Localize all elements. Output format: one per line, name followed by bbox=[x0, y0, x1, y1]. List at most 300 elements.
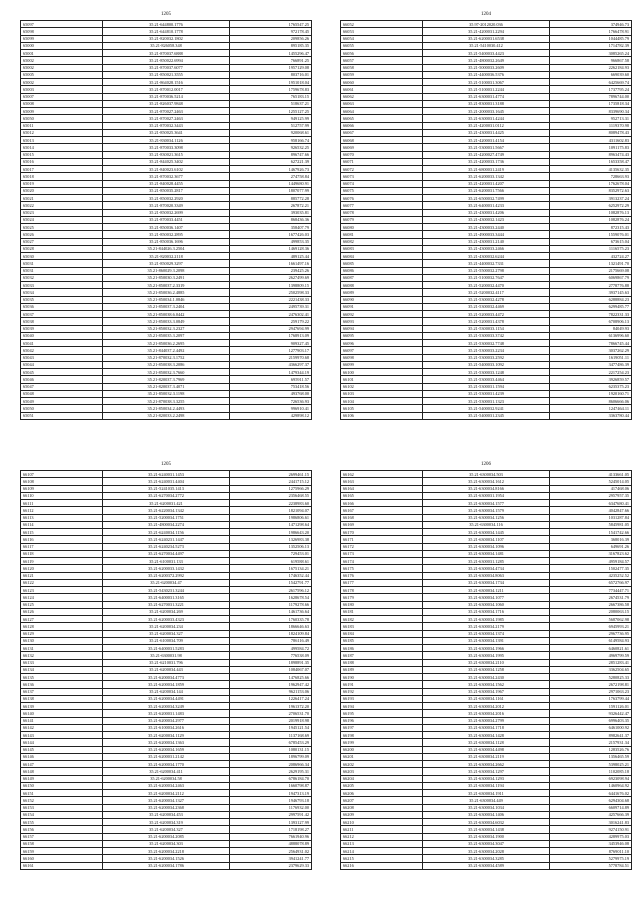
row-id: 66170 bbox=[341, 529, 423, 536]
row-amount: 1945121.54 bbox=[229, 724, 311, 731]
table-row bbox=[21, 187, 312, 194]
table-row bbox=[21, 775, 312, 782]
row-code: 35.21-870037.6888 bbox=[103, 50, 230, 57]
row-amount: 753418.56 bbox=[229, 383, 311, 390]
row-id: 66109 bbox=[21, 485, 103, 492]
table-row bbox=[21, 710, 312, 717]
row-code: 35.21-850030.3.2491 bbox=[103, 274, 230, 281]
row-id: 65027 bbox=[21, 238, 103, 245]
row-amount: 803716.01 bbox=[229, 71, 311, 78]
table-row bbox=[341, 398, 632, 405]
table-row bbox=[21, 115, 312, 122]
row-amount: 1116575.23 bbox=[549, 245, 631, 252]
row-amount: 2699461.15 bbox=[229, 471, 311, 478]
table-row bbox=[341, 57, 632, 64]
row-id: 66192 bbox=[341, 688, 423, 695]
row-amount: 274758.84 bbox=[229, 173, 311, 180]
row-amount: 1591126.01 bbox=[549, 703, 631, 710]
row-amount: 1821094.07 bbox=[229, 507, 311, 514]
row-amount: 1661497.16 bbox=[229, 260, 311, 267]
row-id: 66211 bbox=[341, 826, 423, 833]
row-code: 35.21-6300034.1579 bbox=[423, 507, 550, 514]
row-code: 35.21-6200034.327 bbox=[103, 826, 230, 833]
row-code: 35.21-6300034.4734 bbox=[423, 565, 550, 572]
row-code: 35.21-2000033.1645 bbox=[423, 108, 550, 115]
row-amount: 619588.61 bbox=[229, 558, 311, 565]
row-code: 35.21-5241035.1413 bbox=[103, 485, 230, 492]
row-id: 66188 bbox=[341, 659, 423, 666]
row-code: 35.21-6200034.1786 bbox=[103, 862, 230, 869]
row-code: 35.21-6300034.1060 bbox=[423, 601, 550, 608]
row-amount: 3016241.83 bbox=[549, 819, 631, 826]
row-code: 35.21-4200033.1736 bbox=[423, 158, 550, 165]
row-code: 35.21-6100034.2616 bbox=[103, 724, 230, 731]
table-row bbox=[341, 166, 632, 173]
row-code: 35.21-6300034.1107 bbox=[423, 536, 550, 543]
row-id: 66148 bbox=[21, 768, 103, 775]
row-id: 65003 bbox=[21, 86, 103, 93]
table-row bbox=[21, 594, 312, 601]
table-row bbox=[341, 267, 632, 274]
row-amount: 996910.41 bbox=[229, 405, 311, 412]
row-amount: 673615.04 bbox=[549, 238, 631, 245]
table-row bbox=[21, 303, 312, 310]
table-row bbox=[341, 289, 632, 296]
row-amount: 1765547.25 bbox=[229, 21, 311, 28]
row-id: 65014 bbox=[21, 144, 103, 151]
row-code: 35.21-4400036.5376 bbox=[423, 71, 550, 78]
table-row bbox=[21, 558, 312, 565]
table-row bbox=[21, 354, 312, 361]
row-amount: 499853.35 bbox=[229, 238, 311, 245]
row-amount: 6460821.61 bbox=[549, 645, 631, 652]
row-code: 35.21-850022.6994 bbox=[103, 57, 230, 64]
row-code: 35.21-6200033.1432 bbox=[103, 565, 230, 572]
row-code: 35.21-844026.3.2504 bbox=[103, 245, 230, 252]
table-row bbox=[21, 623, 312, 630]
row-code: 35.21-6300034.1194 bbox=[423, 782, 550, 789]
row-amount: 3037262.29 bbox=[549, 347, 631, 354]
row-id: 66118 bbox=[21, 550, 103, 557]
row-id: 66124 bbox=[21, 594, 103, 601]
row-id: 66169 bbox=[341, 521, 423, 528]
row-code: 35.21-870032.3.1752 bbox=[103, 354, 230, 361]
row-amount: 649691.26 bbox=[549, 543, 631, 550]
row-code: 35.21-6300034.1096 bbox=[423, 543, 550, 550]
row-amount: 920068.61 bbox=[229, 129, 311, 136]
row-id: 66144 bbox=[21, 739, 103, 746]
row-id: 66175 bbox=[341, 565, 423, 572]
row-amount: 6785453.29 bbox=[229, 739, 311, 746]
row-id: 66164 bbox=[341, 485, 423, 492]
row-amount: 6996403.35 bbox=[549, 717, 631, 724]
row-amount: 2957957.35 bbox=[549, 492, 631, 499]
row-id: 66194 bbox=[341, 703, 423, 710]
row-id: 66153 bbox=[21, 804, 103, 811]
row-amount: 2627499.69 bbox=[229, 274, 311, 281]
table-row bbox=[341, 180, 632, 187]
table-row bbox=[341, 216, 632, 223]
row-id: 66082 bbox=[341, 238, 423, 245]
row-amount: 669039.60 bbox=[549, 71, 631, 78]
table-row bbox=[341, 390, 632, 397]
table-row bbox=[341, 710, 632, 717]
table-row bbox=[21, 245, 312, 252]
row-amount: 1986643.20 bbox=[229, 529, 311, 536]
table-row bbox=[341, 521, 632, 528]
row-amount: 9326442.47 bbox=[549, 710, 631, 717]
row-code: 35.21-6200034.1129 bbox=[103, 732, 230, 739]
row-id: 66114 bbox=[21, 521, 103, 528]
row-id: 65050 bbox=[21, 405, 103, 412]
row-code: 35.21-6300034.2110 bbox=[423, 659, 550, 666]
row-amount: 2356468.55 bbox=[229, 492, 311, 499]
row-amount: 4366297.37 bbox=[229, 361, 311, 368]
row-id: 66064 bbox=[341, 108, 423, 115]
table-row bbox=[341, 137, 632, 144]
table-row bbox=[341, 572, 632, 579]
row-amount: 765183.15 bbox=[229, 93, 311, 100]
row-amount: 1951018.04 bbox=[229, 79, 311, 86]
row-id: 66167 bbox=[341, 507, 423, 514]
row-id: 66203 bbox=[341, 768, 423, 775]
table-row bbox=[21, 492, 312, 499]
row-id: 66117 bbox=[21, 543, 103, 550]
row-id: 65022 bbox=[21, 202, 103, 209]
row-id: 66178 bbox=[341, 587, 423, 594]
row-id: 66171 bbox=[341, 536, 423, 543]
row-amount: 5245014.05 bbox=[549, 478, 631, 485]
table-row bbox=[21, 724, 312, 731]
row-code: 35.21-850032.3.2327 bbox=[103, 325, 230, 332]
table-row bbox=[21, 681, 312, 688]
table-row bbox=[341, 471, 632, 478]
row-code: 35.21-5400033.1092 bbox=[423, 361, 550, 368]
row-id: 66173 bbox=[341, 550, 423, 557]
row-amount: 1283526.76 bbox=[549, 746, 631, 753]
table-row bbox=[21, 166, 312, 173]
table-row bbox=[341, 630, 632, 637]
row-id: 65035 bbox=[21, 296, 103, 303]
row-id: 66115 bbox=[21, 529, 103, 536]
row-amount: 868436.36 bbox=[229, 216, 311, 223]
row-amount: 6252972.29 bbox=[549, 202, 631, 209]
row-id: 66197 bbox=[341, 724, 423, 731]
row-amount: 1760335.78 bbox=[229, 616, 311, 623]
table-row bbox=[21, 42, 312, 49]
row-id: 66057 bbox=[341, 57, 423, 64]
row-amount: 6425669.74 bbox=[549, 79, 631, 86]
row-amount: 885772.28 bbox=[229, 195, 311, 202]
table-row bbox=[341, 775, 632, 782]
table-row bbox=[21, 797, 312, 804]
row-code: 35.21-826037.9848 bbox=[103, 100, 230, 107]
row-id: 66072 bbox=[341, 166, 423, 173]
row-amount: 432724.27 bbox=[549, 253, 631, 260]
table-row bbox=[341, 173, 632, 180]
row-amount: 1044485.79 bbox=[549, 35, 631, 42]
table-row bbox=[21, 674, 312, 681]
row-id: 65051 bbox=[21, 412, 103, 419]
row-code: 35.21-6300034.1374 bbox=[423, 630, 550, 637]
table-row bbox=[21, 158, 312, 165]
row-code: 35.21-6300034.503 bbox=[423, 471, 550, 478]
table-row bbox=[341, 695, 632, 702]
row-code: 35.21-8300031.3188 bbox=[423, 100, 550, 107]
row-amount: 6149584.93 bbox=[549, 637, 631, 644]
row-amount: 1898891.35 bbox=[229, 659, 311, 666]
row-id: 66137 bbox=[21, 688, 103, 695]
row-amount: 5279975.19 bbox=[549, 855, 631, 862]
table-row bbox=[341, 369, 632, 376]
row-code: 35.21-6200034.303 bbox=[103, 840, 230, 847]
row-amount: 8089478.43 bbox=[549, 129, 631, 136]
row-id: 66196 bbox=[341, 717, 423, 724]
table-row bbox=[21, 21, 312, 28]
row-id: 65021 bbox=[21, 195, 103, 202]
row-code: 35.21-6300034.1562 bbox=[423, 681, 550, 688]
row-amount: 84049.93 bbox=[549, 325, 631, 332]
table-row bbox=[21, 637, 312, 644]
row-id: 66149 bbox=[21, 775, 103, 782]
table-row bbox=[21, 216, 312, 223]
row-id: 66092 bbox=[341, 311, 423, 318]
row-amount: 8352972.63 bbox=[549, 187, 631, 194]
row-id: 66105 bbox=[341, 405, 423, 412]
row-amount: 1541742.66 bbox=[549, 529, 631, 536]
row-id: 66098 bbox=[341, 354, 423, 361]
row-code: 35.21-850032.2699 bbox=[103, 209, 230, 216]
table-row bbox=[21, 369, 312, 376]
table-row bbox=[341, 86, 632, 93]
row-id: 66058 bbox=[341, 64, 423, 71]
row-code: 35.21-4200031.0112 bbox=[423, 122, 550, 129]
row-id: 65017 bbox=[21, 166, 103, 173]
row-amount: 1226417.24 bbox=[229, 695, 311, 702]
row-code: 35.21-644810.1778 bbox=[103, 28, 230, 35]
row-id: 66087 bbox=[341, 274, 423, 281]
row-amount: 1714782.39 bbox=[549, 42, 631, 49]
row-id: 66209 bbox=[341, 811, 423, 818]
row-id: 66213 bbox=[341, 840, 423, 847]
table-row bbox=[341, 187, 632, 194]
row-id: 65038 bbox=[21, 318, 103, 325]
table-row bbox=[341, 674, 632, 681]
table-row bbox=[21, 383, 312, 390]
table-row bbox=[21, 485, 312, 492]
row-id: 66147 bbox=[21, 761, 103, 768]
row-id: 66138 bbox=[21, 695, 103, 702]
row-code: 35.21-6200034.1526 bbox=[103, 855, 230, 862]
row-id: 65020 bbox=[21, 187, 103, 194]
row-amount: 1807077.99 bbox=[229, 187, 311, 194]
row-amount: 6461000.92 bbox=[549, 724, 631, 731]
table-row bbox=[21, 739, 312, 746]
table-row bbox=[21, 390, 312, 397]
row-id: 65012 bbox=[21, 129, 103, 136]
row-amount: 393035.81 bbox=[229, 209, 311, 216]
row-code: 35.21-6200034.1770 bbox=[103, 761, 230, 768]
table-row bbox=[21, 543, 312, 550]
table-row bbox=[341, 202, 632, 209]
row-amount: 259179.22 bbox=[229, 318, 311, 325]
row-amount: 8963474.43 bbox=[549, 151, 631, 158]
table-row bbox=[21, 376, 312, 383]
row-code: 35.21-6300034.449 bbox=[423, 797, 550, 804]
row-amount: 1762678.04 bbox=[549, 180, 631, 187]
row-code: 35.21-6200034.411 bbox=[103, 768, 230, 775]
row-amount: 2997591.42 bbox=[229, 811, 311, 818]
row-code: 35.21-6200034.269 bbox=[103, 608, 230, 615]
row-code: 35.21-4300031.2140 bbox=[423, 238, 550, 245]
row-code: 35.21-6210031.796 bbox=[103, 659, 230, 666]
row-id: 66205 bbox=[341, 782, 423, 789]
table-row bbox=[21, 688, 312, 695]
row-id: 66084 bbox=[341, 253, 423, 260]
row-id: 66076 bbox=[341, 195, 423, 202]
row-amount: 368016.39 bbox=[549, 536, 631, 543]
row-amount: 1962947.42 bbox=[229, 681, 311, 688]
table-row bbox=[21, 100, 312, 107]
row-amount: 6945993.21 bbox=[549, 623, 631, 630]
row-code: 35.21-4200031.4154 bbox=[423, 137, 550, 144]
table-row bbox=[21, 572, 312, 579]
row-amount: 3477486.39 bbox=[549, 361, 631, 368]
row-amount: 726536.93 bbox=[229, 398, 311, 405]
table-row bbox=[21, 93, 312, 100]
row-amount: 1080131.15 bbox=[229, 746, 311, 753]
row-amount: 5687062.98 bbox=[549, 616, 631, 623]
row-id: 65040 bbox=[21, 332, 103, 339]
row-id: 65039 bbox=[21, 325, 103, 332]
row-amount: 1356465.59 bbox=[549, 753, 631, 760]
row-code: 35.21-6300034.1734 bbox=[423, 579, 550, 586]
row-code: 35.21-830021.3615 bbox=[103, 151, 230, 158]
row-amount: 1675134.21 bbox=[229, 565, 311, 572]
row-amount: 3913237.24 bbox=[549, 195, 631, 202]
row-code: 35.21-850025.3641 bbox=[103, 129, 230, 136]
table-row bbox=[21, 587, 312, 594]
row-id: 65037 bbox=[21, 311, 103, 318]
row-amount: 2971063.23 bbox=[549, 688, 631, 695]
row-id: 66067 bbox=[341, 129, 423, 136]
row-amount: 5280825.33 bbox=[549, 674, 631, 681]
table-row bbox=[341, 804, 632, 811]
row-id: 66142 bbox=[21, 724, 103, 731]
row-code: 35.21-820032.1802 bbox=[103, 35, 230, 42]
row-code: 35.21-870032.3677 bbox=[103, 173, 230, 180]
row-amount: 3363780.44 bbox=[549, 412, 631, 419]
table-row bbox=[341, 550, 632, 557]
row-amount: 2674531.79 bbox=[549, 594, 631, 601]
row-code: 35.21-870020.3349 bbox=[103, 202, 230, 209]
row-amount: 1986806.61 bbox=[229, 514, 311, 521]
row-amount: 2947694.99 bbox=[229, 325, 311, 332]
row-amount: 1946793.18 bbox=[229, 797, 311, 804]
table-row bbox=[341, 144, 632, 151]
row-amount: 1393127.99 bbox=[229, 819, 311, 826]
row-id: 66129 bbox=[21, 630, 103, 637]
table-row bbox=[21, 122, 312, 129]
row-code: 35.21-4300032.6244 bbox=[423, 253, 550, 260]
table-row bbox=[21, 500, 312, 507]
row-amount: 6288884.23 bbox=[549, 296, 631, 303]
table-row bbox=[21, 231, 312, 238]
row-amount: 8769011.10 bbox=[549, 848, 631, 855]
row-amount: 1471298.64 bbox=[229, 521, 311, 528]
table-row bbox=[341, 100, 632, 107]
row-code: 35.21-6200033.4323 bbox=[103, 616, 230, 623]
row-id: 66189 bbox=[341, 666, 423, 673]
row-amount: 2379629.33 bbox=[229, 862, 311, 869]
row-amount: 1352506.13 bbox=[229, 543, 311, 550]
table-row bbox=[341, 224, 632, 231]
row-id: 66108 bbox=[21, 478, 103, 485]
row-id: 66182 bbox=[341, 616, 423, 623]
table-row bbox=[341, 209, 632, 216]
table-row bbox=[341, 311, 632, 318]
row-id: 65016 bbox=[21, 158, 103, 165]
row-amount: 872315.43 bbox=[549, 224, 631, 231]
row-code: 35.21-844025.3402 bbox=[103, 158, 230, 165]
table-row bbox=[341, 616, 632, 623]
row-amount: 3362504.65 bbox=[549, 666, 631, 673]
table-row bbox=[341, 848, 632, 855]
row-amount: 5778784.51 bbox=[549, 862, 631, 869]
row-code: 35.21-6200031.7566 bbox=[423, 187, 550, 194]
row-id: 66060 bbox=[341, 79, 423, 86]
row-id: 66102 bbox=[341, 383, 423, 390]
table-row bbox=[341, 514, 632, 521]
row-code: 35.21-870036.5214 bbox=[103, 93, 230, 100]
row-amount: 1947313.19 bbox=[229, 790, 311, 797]
row-code: 35.21-6300034.8063 bbox=[423, 572, 550, 579]
row-id: 66095 bbox=[341, 332, 423, 339]
row-amount: 4133661.05 bbox=[549, 471, 631, 478]
table-row bbox=[341, 42, 632, 49]
row-id: 65032 bbox=[21, 274, 103, 281]
row-id: 66068 bbox=[341, 137, 423, 144]
row-code: 35.21-6300034.2179 bbox=[423, 623, 550, 630]
table-row bbox=[21, 666, 312, 673]
row-id: 66181 bbox=[341, 608, 423, 615]
table-row bbox=[21, 826, 312, 833]
row-code: 35.21-4300032.1423 bbox=[423, 216, 550, 223]
table-row bbox=[21, 550, 312, 557]
row-code: 35.21-5000033.2609 bbox=[423, 64, 550, 71]
table-row bbox=[341, 797, 632, 804]
row-id: 66139 bbox=[21, 703, 103, 710]
row-code: 35.21-870032.3443 bbox=[103, 122, 230, 129]
row-code: 35.21-5430231.3244 bbox=[103, 587, 230, 594]
row-id: 66083 bbox=[341, 245, 423, 252]
row-code: 35.21-6200034.2368 bbox=[103, 804, 230, 811]
row-amount: 2175669.08 bbox=[549, 267, 631, 274]
row-code: 35.21-6200034.2085 bbox=[103, 833, 230, 840]
row-id: 66140 bbox=[21, 710, 103, 717]
row-code: 35.21-6300034.2028 bbox=[423, 848, 550, 855]
row-code: 35.21-850033.3.0849 bbox=[103, 318, 230, 325]
table-row bbox=[341, 303, 632, 310]
row-amount: 489125.44 bbox=[229, 253, 311, 260]
table-row bbox=[21, 565, 312, 572]
row-amount: 2629195.31 bbox=[229, 768, 311, 775]
row-code: 35.21-850036.1407 bbox=[103, 224, 230, 231]
row-code: 35.21-6200031.421 bbox=[103, 500, 230, 507]
row-code: 35.21-5200034.1751 bbox=[103, 514, 230, 521]
row-amount: 6786184.70 bbox=[229, 775, 311, 782]
row-id: 66200 bbox=[341, 746, 423, 753]
